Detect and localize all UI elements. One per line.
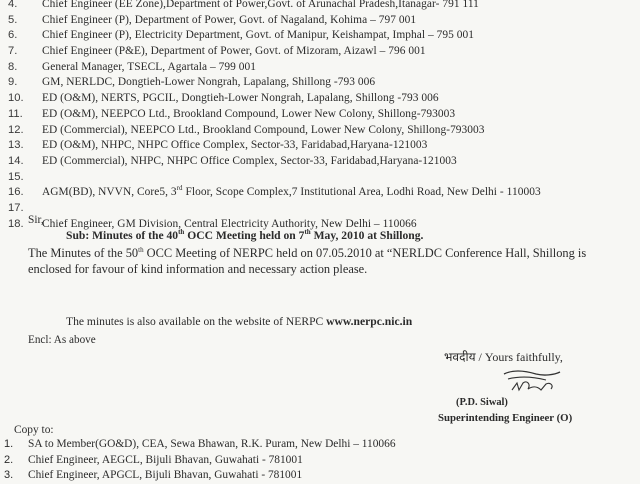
addressee-item: 13. ED (O&M), NHPC, NHPC Office Complex, Sector-33, Faridabad,Haryana-121003 <box>8 139 428 152</box>
signer-title: Superintending Engineer (O) <box>438 412 573 424</box>
copy-to-list <box>4 437 634 484</box>
closing-line: भवदीय / Yours faithfully, <box>444 350 563 364</box>
addressee-item: 7. Chief Engineer (P&E), Department of Power, Govt. of Mizoram, Aizawl – 796 001 <box>8 45 426 58</box>
addressee-item: 12. ED (Commercial), NEEPCO Ltd., Brookland Compound, Lower New Colony, Shillong-793003 <box>8 123 485 136</box>
addressee-list <box>8 0 638 232</box>
addressee-item: 15. <box>8 170 24 183</box>
copy-to-item: 3. Chief Engineer, APGCL, Bijuli Bhavan, Guwahati - 781001 <box>4 469 303 482</box>
subject-line: Sub: Minutes of the 40th OCC Meeting held on 7th May, 2010 at Shillong. <box>66 228 424 242</box>
website-note: The minutes is also available on the website of NERPC www.nerpc.nic.in <box>66 315 413 328</box>
addressee-item: 16. AGM(BD), NVVN, Core5, 3rd Floor, Scope Complex,7 Institutional Area, Lodhi Road, New Delhi - 110003 <box>8 184 541 199</box>
salutation: Sir, <box>28 214 44 226</box>
copy-to-item: 2. Chief Engineer, AEGCL, Bijuli Bhavan, Guwahati - 781001 <box>4 453 303 466</box>
signer-name: (P.D. Siwal) <box>456 397 508 408</box>
enclosure-note: Encl: As above <box>28 334 96 346</box>
addressee-item: 4. Chief Engineer (EE Zone),Department of Power,Govt. of Arunachal Pradesh,Itanagar- 791 111 <box>8 0 479 10</box>
addressee-item: 6. Chief Engineer (P), Electricity Department, Govt. of Manipur, Keishampat, Imphal – 795 001 <box>8 29 475 42</box>
copy-to-heading: Copy to: <box>14 424 54 436</box>
addressee-item: 10. ED (O&M), NERTS, PGCIL, Dongtieh-Lower Nongrah, Lapalang, Shillong -793 006 <box>8 92 439 105</box>
addressee-item: 11. ED (O&M), NEEPCO Ltd., Brookland Compound, Lower New Colony, Shillong-793003 <box>8 107 456 120</box>
addressee-item: 17. <box>8 201 24 214</box>
addressee-item: 9. GM, NERLDC, Dongtieh-Lower Nongrah, Lapalang, Shillong -793 006 <box>8 76 376 89</box>
copy-to-item: 1. SA to Member(GO&D), CEA, Sewa Bhawan, R.K. Puram, New Delhi – 110066 <box>4 438 396 450</box>
addressee-item: 8. General Manager, TSECL, Agartala – 799 001 <box>8 60 256 73</box>
addressee-item: 18. Chief Engineer, GM Division, Central Electricity Authority, New Delhi – 110066 <box>8 217 417 230</box>
website-url: www.nerpc.nic.in <box>326 315 413 328</box>
signature <box>500 366 564 394</box>
addressee-item: 5. Chief Engineer (P), Department of Power, Govt. of Nagaland, Kohima – 797 001 <box>8 13 417 26</box>
body-paragraph: The Minutes of the 50th OCC Meeting of NERPC held on 07.05.2010 at “NERLDC Conference Hall, Shillong is enclosed for favour of kind information and necessary action please. <box>28 245 587 276</box>
addressee-item: 14. ED (Commercial), NHPC, NHPC Office Complex, Sector-33, Faridabad,Haryana-121003 <box>8 154 457 167</box>
